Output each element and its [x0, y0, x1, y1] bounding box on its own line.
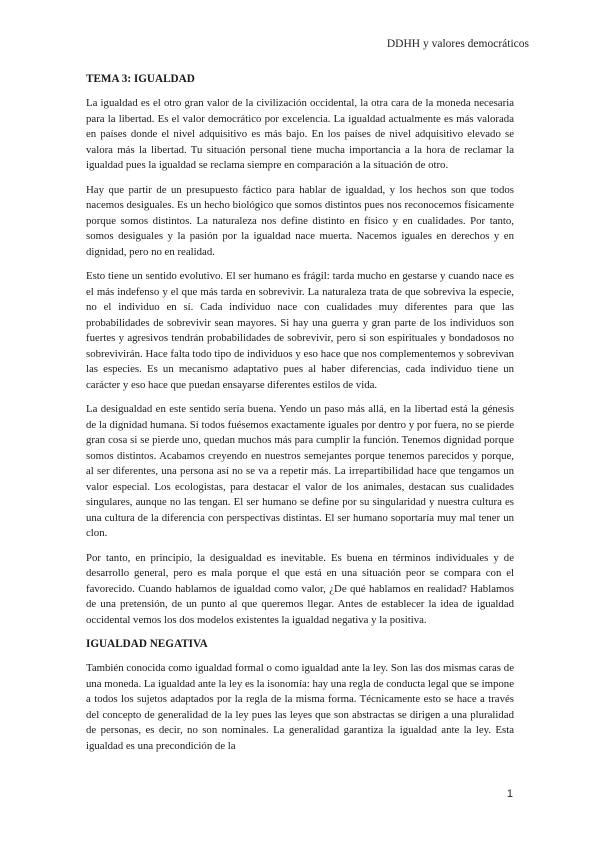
paragraph: También conocida como igualdad formal o como igualdad ante la ley. Son las dos mismas caras de una moneda. La igualdad ante la ley es la isonomía: hay una regla de conducta legal que se impone a todos los sujetos adaptados por la regla de la misma forma. Técnicamente esto se hace a través del concepto de generalidad de la ley pues las leyes que son abstractas se dirigen a una pluralidad de personas, es decir, no son nominales. La generalidad garantiza la igualdad ante la ley. Esta igualdad es una precondición de la — [86, 662, 514, 752]
paragraph: Por tanto, en principio, la desigualdad es inevitable. Es buena en términos individuales y de desarrollo general, pero es mala porque el que está en una situación peor se compara con el favorecido. Cuando hablamos de igualdad como valor, ¿De qué hablamos en realidad? Hablamos de una pretensión, de un punto al que queremos llegar. Antes de establecer la idea de igualdad occidental vemos los dos modelos existentes la igualdad negativa y la positiva. — [86, 551, 514, 626]
document-body — [86, 72, 514, 763]
paragraph: Hay que partir de un presupuesto fáctico para hablar de igualdad, y los hechos son que todos nacemos desiguales. Es un hecho biológico que somos distintos pues nos reconocemos físicamente porque somos distintos. La naturaleza nos define distinto en físico y en cualidades. Por tanto, somos desiguales y la pasión por la igualdad nace muerta. Nacemos iguales en derechos y en dignidad, pero no en realidad. — [86, 183, 514, 258]
paragraph: Esto tiene un sentido evolutivo. El ser humano es frágil: tarda mucho en gestarse y cuando nace es el más indefenso y el que más tarda en sobrevivir. La naturaleza trata de que sobreviva la especie, no el individuo en sí. Cada individuo nace con cualidades muy diferentes para que las probabilidades de sobrevivir sean mayores. Si hay una guerra y gran parte de los individuos son fuertes y agresivos tendrán probabilidades de sobrevivir, pero si son espirituales y bondadosos no sobrevivirán. Hace falta todo tipo de individuos y eso hace que nos complementemos y sobrevivan las especies. Es un mecanismo adaptativo pues al haber diferencias, cada individuo tiene un carácter y eso hace que puedan ensayarse diferentes estilos de vida. — [86, 270, 514, 391]
section-heading: TEMA 3: IGUALDAD — [86, 73, 195, 85]
paragraph: La igualdad es el otro gran valor de la civilización occidental, la otra cara de la moneda necesaria para la libertad. Es el valor democrático por excelencia. La igualdad actualmente es más valorada en países donde el nivel adquisitivo es más bajo. En los países de nivel adquisitivo elevado se valora más la libertad. Tu situación personal tiene mucha importancia a la hora de reclamar la igualdad pues la igualdad se reclama siempre en comparación a la situación de otro. — [86, 97, 514, 171]
running-header: DDHH y valores democráticos — [386, 38, 529, 50]
page-number: 1 — [506, 788, 513, 800]
paragraph: La desigualdad en este sentido sería buena. Yendo un paso más allá, en la libertad está la génesis de la dignidad humana. Si todos fuésemos exactamente iguales por dentro y por fuera, no se pierde gran cosa si se pierde uno, quedan muchos más para cumplir la función. Tenemos dignidad porque somos distintos. Acabamos creyendo en nuestros semejantes porque tenemos parecidos y porque, al ser diferentes, una persona así no se va a repetir más. La irrepartibilidad hace que tengamos un valor especial. Los ecologistas, para destacar el valor de los animales, destacan sus cualidades singulares, aunque no las tengan. El ser humano se define por su singularidad y nuestra cultura es una cultura de la diferencia con perspectivas distintas. El ser humano soportaría muy mal tener un clon. — [86, 403, 514, 539]
section-heading: IGUALDAD NEGATIVA — [86, 638, 208, 650]
